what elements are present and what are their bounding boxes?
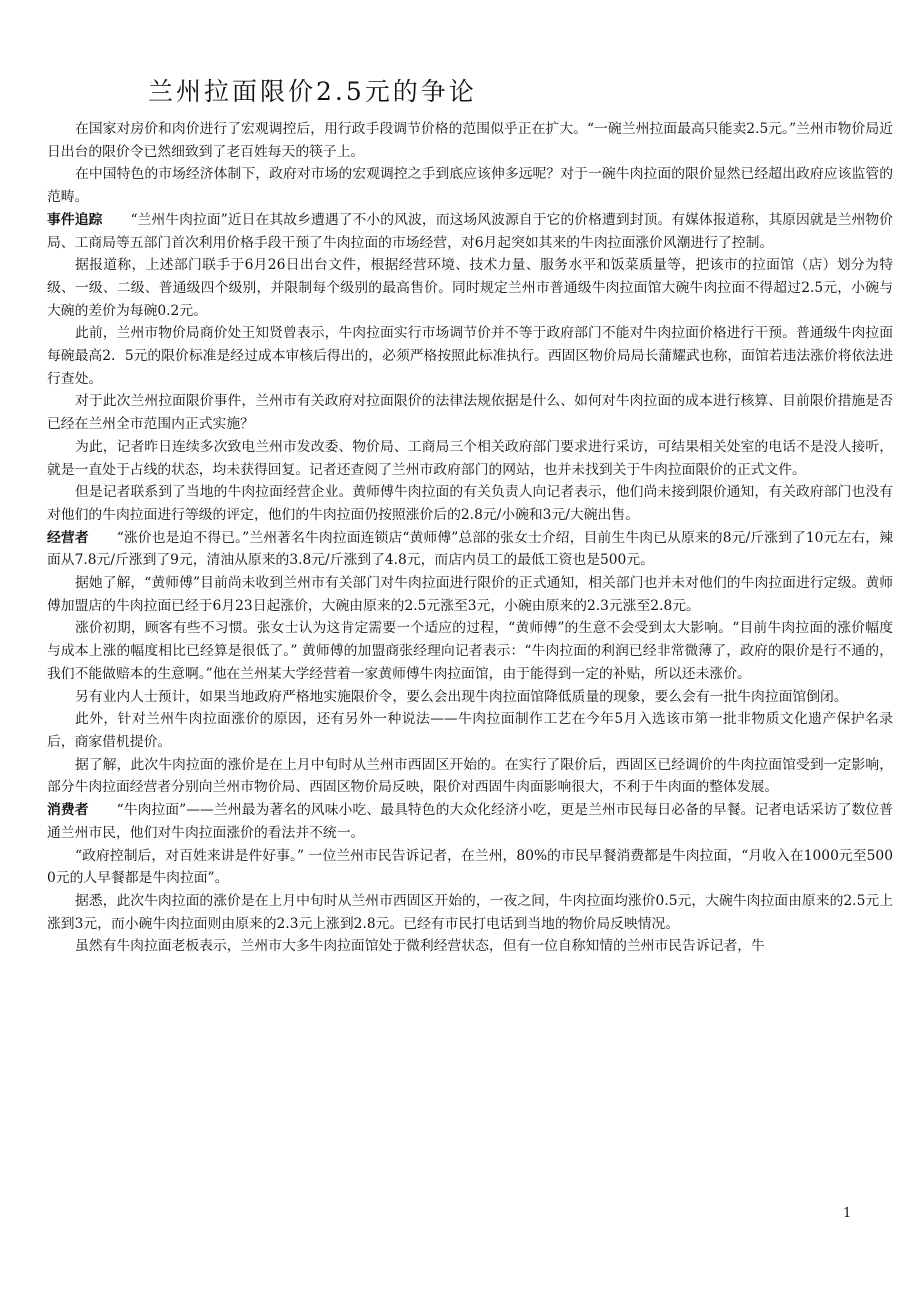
paragraph — [47, 708, 893, 753]
paragraph-text: “涨价也是迫不得已。”兰州著名牛肉拉面连锁店“黄师傅”总部的张女士介绍，目前生牛肉已从原来的8元/斤涨到了10元左右，辣面从7.8元/斤涨到了9元，清油从原来的3.8元/斤涨到了4.8元，而店内员工的最低工资也是500元。 — [47, 529, 894, 569]
paragraph-text: 另有业内人士预计，如果当地政府严格地实施限价令，要么会出现牛肉拉面馆降低质量的现象，要么会有一批牛肉拉面馆倒闭。 — [75, 688, 848, 705]
section-paragraph — [47, 527, 893, 572]
paragraph-text: 在中国特色的市场经济体制下，政府对市场的宏观调控之手到底应该伸多远呢？对于一碗牛肉拉面的限价显然已经超出政府应该监管的范畴。 — [47, 166, 893, 206]
paragraph — [47, 617, 893, 685]
paragraph — [47, 322, 893, 390]
paragraph-text: 据了解，此次牛肉拉面的涨价是在上月中旬时从兰州市西固区开始的。在实行了限价后，西固区已经调价的牛肉拉面馆受到一定影响，部分牛肉拉面经营者分别向兰州市物价局、西固区物价局反映，限价对西固牛肉面影响很大，不利于牛肉面的整体发展。 — [47, 756, 893, 796]
paragraph — [47, 254, 893, 322]
paragraph-text: 但是记者联系到了当地的牛肉拉面经营企业。黄师傅牛肉拉面的有关负责人向记者表示，他们尚未接到限价通知，有关政府部门也没有对他们的牛肉拉面进行等级的评定，他们的牛肉拉面仍按照涨价后的2.8元/小碗和3元/大碗出售。 — [47, 484, 893, 523]
paragraph-text: 据她了解，“黄师傅”目前尚未收到兰州市有关部门对牛肉拉面进行限价的正式通知，相关部门也并未对他们的牛肉拉面进行定级。黄师傅加盟店的牛肉拉面已经于6月23日起涨价，大碗由原来的2.5元涨至3元，小碗由原来的2.3元涨至2.8元。 — [47, 575, 893, 614]
paragraph-text: 据悉，此次牛肉拉面的涨价是在上月中旬时从兰州市西固区开始的，一夜之间，牛肉拉面均涨价0.5元，大碗牛肉拉面由原来的2.5元上涨到3元，而小碗牛肉拉面则由原来的2.3元上涨到2.8元。已经有市民打电话到当地的物价局反映情况。 — [47, 892, 893, 932]
section-label: 经营者 — [47, 529, 89, 546]
paragraph — [47, 572, 893, 617]
paragraph-text: 此外，针对兰州牛肉拉面涨价的原因，还有另外一种说法——牛肉拉面制作工艺在今年5月入选该市第一批非物质文化遗产保护名录后，商家借机提价。 — [47, 711, 893, 750]
page-number: 1 — [843, 1206, 852, 1221]
section-paragraph — [47, 209, 893, 254]
paragraph-text: 为此，记者昨日连续多次致电兰州市发改委、物价局、工商局三个相关政府部门要求进行采访，可结果相关处室的电话不是没人接听，就是一直处于占线的状态，均未获得回复。记者还查阅了兰州市政府部门的网站，也并未找到关于牛肉拉面限价的正式文件。 — [47, 438, 893, 478]
paragraph-text: 此前，兰州市物价局商价处王知贤曾表示，牛肉拉面实行市场调节价并不等于政府部门不能对牛肉拉面价格进行干预。普通级牛肉拉面每碗最高2．5元的限价标准是经过成本审核后得出的，必须严格按照此标准执行。西固区物价局局长蒲耀武也称，面馆若违法涨价将依法进行查处。 — [47, 325, 893, 387]
paragraph-text: 据报道称，上述部门联手于6月26日出台文件，根据经营环境、技术力量、服务水平和饭菜质量等，把该市的拉面馆（店）划分为特级、一级、二级、普通级四个级别，并限制每个级别的最高售价。同时规定兰州市普通级牛肉拉面馆大碗牛肉拉面不得超过2.5元，小碗与大碗的差价为每碗0.2元。 — [47, 257, 893, 319]
paragraph-text: 虽然有牛肉拉面老板表示，兰州市大多牛肉拉面馆处于微利经营状态，但有一位自称知情的兰州市民告诉记者，牛 — [75, 938, 765, 955]
paragraph-text: 在国家对房价和肉价进行了宏观调控后，用行政手段调节价格的范围似乎正在扩大。“一碗兰州拉面最高只能卖2.5元。”兰州市物价局近日出台的限价令已然细致到了老百姓每天的筷子上。 — [47, 121, 893, 160]
paragraph — [47, 481, 893, 526]
paragraph — [47, 118, 893, 163]
section-label: 消费者 — [47, 802, 89, 819]
paragraph — [47, 890, 893, 935]
paragraph — [47, 845, 893, 890]
article-body — [47, 118, 893, 958]
paragraph — [47, 390, 893, 435]
paragraph-text: “兰州牛肉拉面”近日在其故乡遭遇了不小的风波，而这场风波源自于它的价格遭到封顶。有媒体报道称，其原因就是兰州物价局、工商局等五部门首次利用价格手段干预了牛肉拉面的市场经营，对6月起突如其来的牛肉拉面涨价风潮进行了控制。 — [47, 211, 893, 251]
document-title: 兰州拉面限价2.5元的争论 — [148, 77, 477, 106]
paragraph — [47, 686, 893, 709]
section-label: 事件追踪 — [47, 211, 103, 228]
paragraph-text: “牛肉拉面”——兰州最为著名的风味小吃、最具特色的大众化经济小吃，更是兰州市民每日必备的早餐。记者电话采访了数位普通兰州市民，他们对牛肉拉面涨价的看法并不统一。 — [47, 802, 894, 841]
section-paragraph — [47, 799, 893, 844]
paragraph — [47, 754, 893, 799]
paragraph — [47, 935, 893, 958]
paragraph — [47, 436, 893, 481]
paragraph-text: “政府控制后，对百姓来讲是件好事。” 一位兰州市民告诉记者，在兰州，80%的市民早餐消费都是牛肉拉面，“月收入在1000元至5000元的人早餐都是牛肉拉面”。 — [47, 847, 893, 887]
paragraph-text: 涨价初期，顾客有些不习惯。张女士认为这肯定需要一个适应的过程，“黄师傅”的生意不会受到太大影响。“目前牛肉拉面的涨价幅度与成本上涨的幅度相比已经算是很低了。” 黄师傅的加盟商张经理向记者表示：“牛肉拉面的利润已经非常微薄了，政府的限价是行不通的，我们不能做赔本的生意啊。”他在兰州某大学经营着一家黄师傅牛肉拉面馆，由于能得到一定的补贴，所以还未涨价。 — [47, 620, 893, 682]
paragraph — [47, 163, 893, 208]
paragraph-text: 对于此次兰州拉面限价事件，兰州市有关政府对拉面限价的法律法规依据是什么、如何对牛肉拉面的成本进行核算、目前限价措施是否已经在兰州全市范围内正式实施？ — [47, 393, 893, 433]
